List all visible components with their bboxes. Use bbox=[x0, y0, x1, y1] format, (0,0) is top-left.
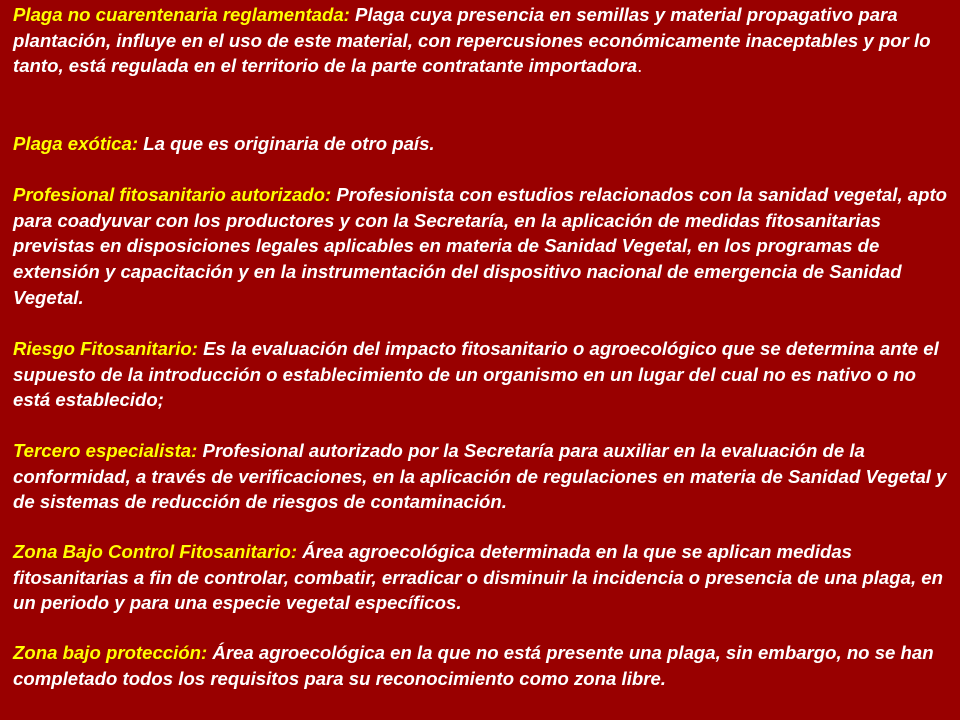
term-label: Zona Bajo Control Fitosanitario: bbox=[13, 541, 298, 562]
glossary-entry-zona-bajo-proteccion bbox=[13, 640, 957, 691]
term-definition: La que es originaria de otro país. bbox=[138, 133, 435, 154]
term-label: Tercero especialista: bbox=[13, 440, 198, 461]
glossary-entry-profesional-fitosanitario bbox=[13, 182, 957, 311]
glossary-entry-zona-bajo-control bbox=[13, 539, 957, 616]
term-label: Riesgo Fitosanitario: bbox=[13, 338, 198, 359]
term-definition: Plaga cuya presencia en semillas y material propagativo para plantación, influye en el uso de este material, con repercusiones económicamente inaceptables y por lo tanto, está regulada en el territorio de la parte contratante importadora bbox=[13, 4, 931, 77]
term-definition: Es la evaluación del impacto fitosanitario o agroecológico que se determina ante el supuesto de la introducción o establecimiento de un organismo en un lugar del cual no es nativo o no está establecido; bbox=[13, 338, 939, 411]
glossary-entry-plaga-exotica bbox=[13, 131, 957, 157]
glossary-entry-riesgo-fitosanitario bbox=[13, 336, 957, 413]
glossary-entry-plaga-no-cuarentenaria bbox=[13, 2, 957, 79]
term-definition: Profesional autorizado por la Secretaría para auxiliar en la evaluación de la conformidad, a través de verificaciones, en la aplicación de regulaciones en materia de Sanidad Vegetal y de sistemas de reducción de riesgos de contaminación. bbox=[13, 440, 947, 513]
term-label: Plaga no cuarentenaria reglamentada: bbox=[13, 4, 350, 25]
definition-period: . bbox=[637, 55, 643, 77]
term-label: Zona bajo protección: bbox=[13, 642, 208, 663]
term-label: Plaga exótica: bbox=[13, 133, 139, 154]
term-definition: Área agroecológica en la que no está presente una plaga, sin embargo, no se han completado todos los requisitos para su reconocimiento como zona libre. bbox=[13, 642, 934, 689]
term-definition: Área agroecológica determinada en la que se aplican medidas fitosanitarias a fin de controlar, combatir, erradicar o disminuir la incidencia o presencia de una plaga, en un periodo y para una especie vegetal específicos. bbox=[13, 541, 943, 614]
glossary-entry-tercero-especialista bbox=[13, 438, 957, 515]
term-label: Profesional fitosanitario autorizado: bbox=[13, 184, 332, 205]
term-definition: Profesionista con estudios relacionados con la sanidad vegetal, apto para coadyuvar con los productores y con la Secretaría, en la aplicación de medidas fitosanitarias previstas en disposiciones legales aplicables en materia de Sanidad Vegetal, en los programas de extensión y capacitación y en la instrumentación del dispositivo nacional de emergencia de Sanidad Vegetal. bbox=[13, 184, 948, 308]
